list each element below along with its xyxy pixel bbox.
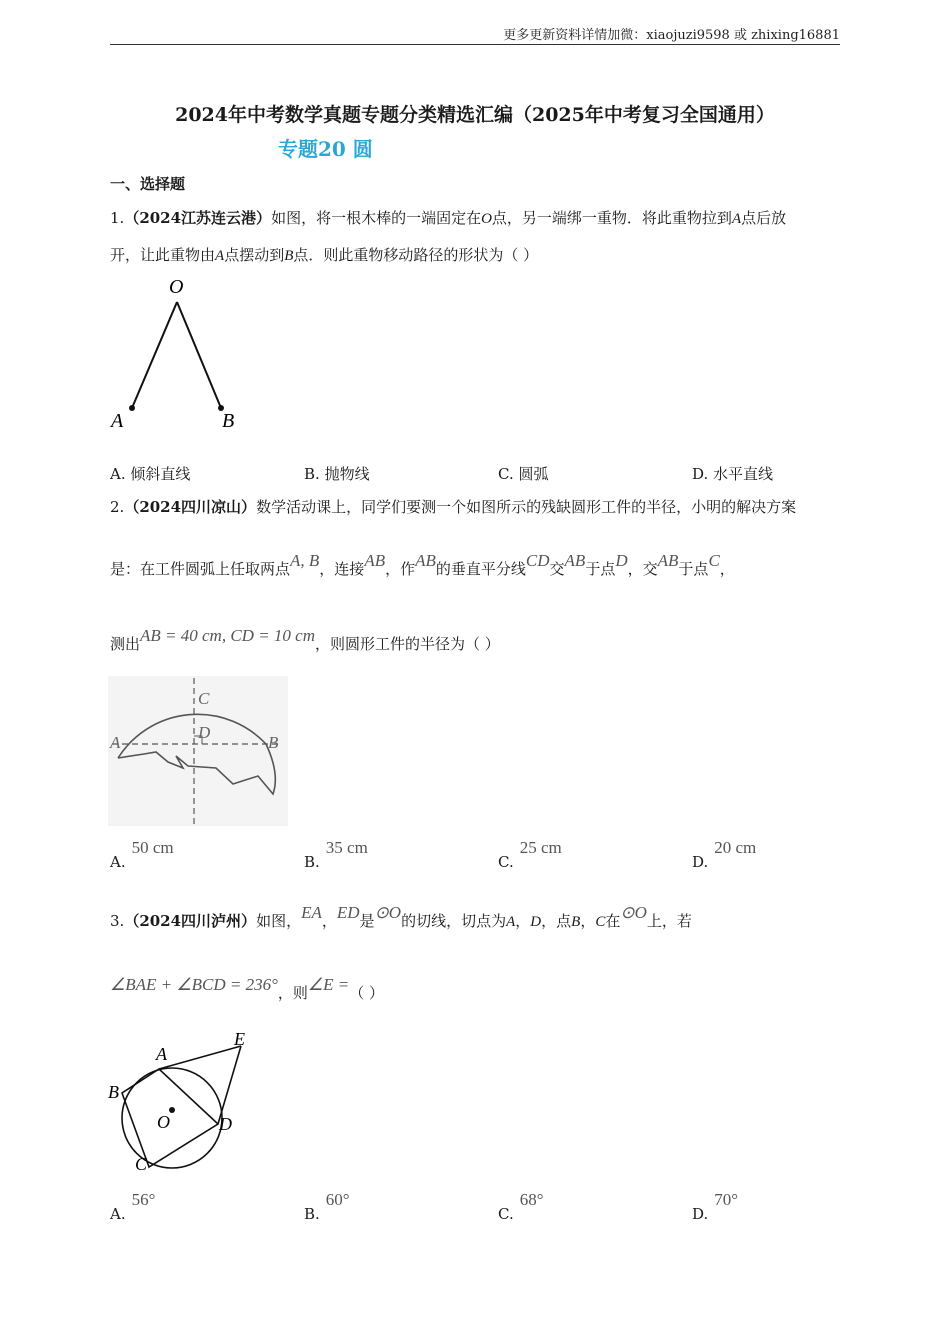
label-o: O <box>169 276 184 298</box>
segment-oa <box>132 302 177 408</box>
question-2-line-2: 是：在工件圆弧上任取两点A, B，连接AB，作AB的垂直平分线CD交AB于点D，交AB于点C， <box>110 551 735 578</box>
tangent-ea <box>159 1046 241 1069</box>
label-d: D <box>219 1114 232 1134</box>
q3-option-d[interactable]: D.70° <box>692 1190 739 1223</box>
q2-option-b[interactable]: B.35 cm <box>304 838 368 871</box>
question-3-line-2: ∠BAE + ∠BCD = 236°，则∠E =（ ） <box>110 975 385 1002</box>
topic-subtitle: 专题20 圆 <box>278 137 373 161</box>
section-heading: 一、选择题 <box>110 175 186 193</box>
label-a: A <box>110 733 121 752</box>
header-contact-text: 更多更新资料详情加微：xiaojuzi9598 或 zhixing16881 <box>503 28 840 43</box>
question-3-line-1: 3.（2024四川泸州）如图，EA，ED是⊙O的切线，切点为A，D，点B，C在⊙O上，若 <box>110 903 692 930</box>
q3-option-b[interactable]: B.60° <box>304 1190 350 1223</box>
q1-option-d[interactable]: D. 水平直线 <box>692 465 774 483</box>
question-number: 1. <box>110 209 125 227</box>
label-a: A <box>156 1044 167 1064</box>
label-o: O <box>157 1112 170 1132</box>
question-2-line-1: 2.（2024四川凉山）数学活动课上，同学们要测一个如图所示的残缺圆形工件的半径，小明的解决方案 <box>110 498 797 516</box>
circle-tangent-figure <box>105 1024 265 1176</box>
question-source: （2024四川泸州） <box>124 912 257 930</box>
q1-option-c[interactable]: C. 圆弧 <box>498 465 549 483</box>
label-b: B <box>268 733 279 752</box>
q3-option-c[interactable]: C.68° <box>498 1190 544 1223</box>
question-number: 2. <box>110 498 125 516</box>
pendulum-figure <box>105 272 255 437</box>
header-divider <box>110 44 840 45</box>
question-1-text: 1.（2024江苏连云港）如图，将一根木棒的一端固定在O点，另一端绑一重物．将此重物拉到A点后放 开，让此重物由A点摆动到B点．则此重物移动路径的形状为（ ） <box>110 209 787 264</box>
broken-circle-figure <box>108 676 288 826</box>
label-e: E <box>234 1029 245 1049</box>
tangent-ed <box>218 1046 241 1124</box>
q2-option-a[interactable]: A.50 cm <box>110 838 174 871</box>
q1-option-b[interactable]: B. 抛物线 <box>304 465 370 483</box>
label-a: A <box>111 410 124 432</box>
label-c: C <box>198 689 210 708</box>
point-a <box>129 405 135 411</box>
label-d: D <box>198 723 211 742</box>
question-number: 3. <box>110 912 125 930</box>
q2-option-c[interactable]: C.25 cm <box>498 838 562 871</box>
question-2-line-3: 测出AB = 40 cm, CD = 10 cm，则圆形工件的半径为（ ） <box>110 626 500 653</box>
label-c: C <box>135 1154 148 1174</box>
label-b: B <box>222 410 235 432</box>
page-title: 2024年中考数学真题专题分类精选汇编（2025年中考复习全国通用） <box>175 104 775 126</box>
question-source: （2024四川凉山） <box>124 498 257 516</box>
q2-option-d[interactable]: D.20 cm <box>692 838 757 871</box>
segment-ob <box>177 302 221 408</box>
question-source: （2024江苏连云港） <box>124 209 272 227</box>
q3-option-a[interactable]: A.56° <box>110 1190 156 1223</box>
q1-option-a[interactable]: A. 倾斜直线 <box>110 465 191 483</box>
label-b: B <box>108 1082 119 1102</box>
